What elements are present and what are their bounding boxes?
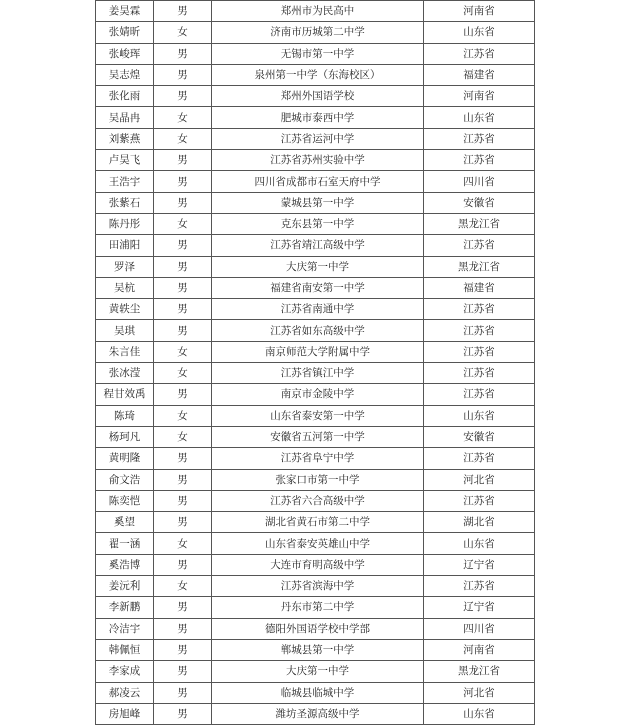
gender-cell: 男 <box>154 1 212 22</box>
table-row <box>96 235 535 256</box>
student-name-cell: 房旭峰 <box>96 703 154 724</box>
school-cell: 江苏省镇江中学 <box>212 363 424 384</box>
school-cell: 南京师范大学附属中学 <box>212 341 424 362</box>
student-name-cell: 姜昊霖 <box>96 1 154 22</box>
province-cell: 河北省 <box>424 469 535 490</box>
province-cell: 湖北省 <box>424 512 535 533</box>
gender-cell: 男 <box>154 554 212 575</box>
school-cell: 山东省泰安英雄山中学 <box>212 533 424 554</box>
province-cell: 河北省 <box>424 682 535 703</box>
table-row <box>96 107 535 128</box>
school-cell: 临城县临城中学 <box>212 682 424 703</box>
school-cell: 江苏省阜宁中学 <box>212 448 424 469</box>
roster-body <box>96 1 535 725</box>
province-cell: 江苏省 <box>424 384 535 405</box>
table-row <box>96 64 535 85</box>
school-cell: 潍坊圣源高级中学 <box>212 703 424 724</box>
province-cell: 安徽省 <box>424 192 535 213</box>
gender-cell: 男 <box>154 682 212 703</box>
school-cell: 泉州第一中学（东海校区） <box>212 64 424 85</box>
table-row <box>96 597 535 618</box>
gender-cell: 男 <box>154 490 212 511</box>
table-row <box>96 576 535 597</box>
province-cell: 黑龙江省 <box>424 256 535 277</box>
school-cell: 江苏省滨海中学 <box>212 576 424 597</box>
province-cell: 山东省 <box>424 405 535 426</box>
school-cell: 江苏省苏州实验中学 <box>212 150 424 171</box>
roster-table <box>95 0 535 725</box>
school-cell: 济南市历城第二中学 <box>212 22 424 43</box>
student-name-cell: 俞文浩 <box>96 469 154 490</box>
student-name-cell: 黄明隆 <box>96 448 154 469</box>
gender-cell: 男 <box>154 448 212 469</box>
school-cell: 大连市育明高级中学 <box>212 554 424 575</box>
student-name-cell: 吴杭 <box>96 277 154 298</box>
school-cell: 丹东市第二中学 <box>212 597 424 618</box>
gender-cell: 男 <box>154 256 212 277</box>
table-row <box>96 512 535 533</box>
gender-cell: 女 <box>154 426 212 447</box>
student-name-cell: 刘紫燕 <box>96 128 154 149</box>
province-cell: 辽宁省 <box>424 597 535 618</box>
province-cell: 辽宁省 <box>424 554 535 575</box>
student-name-cell: 罗泽 <box>96 256 154 277</box>
school-cell: 张家口市第一中学 <box>212 469 424 490</box>
table-row <box>96 363 535 384</box>
school-cell: 郑州外国语学校 <box>212 86 424 107</box>
student-name-cell: 冷洁宇 <box>96 618 154 639</box>
student-name-cell: 奚浩博 <box>96 554 154 575</box>
table-row <box>96 703 535 724</box>
province-cell: 黑龙江省 <box>424 661 535 682</box>
province-cell: 江苏省 <box>424 448 535 469</box>
province-cell: 江苏省 <box>424 235 535 256</box>
table-row <box>96 277 535 298</box>
gender-cell: 男 <box>154 64 212 85</box>
table-row <box>96 128 535 149</box>
table-row <box>96 320 535 341</box>
school-cell: 湖北省黄石市第二中学 <box>212 512 424 533</box>
province-cell: 安徽省 <box>424 426 535 447</box>
table-row <box>96 405 535 426</box>
table-row <box>96 192 535 213</box>
student-name-cell: 吴晶冉 <box>96 107 154 128</box>
gender-cell: 男 <box>154 299 212 320</box>
gender-cell: 女 <box>154 213 212 234</box>
student-name-cell: 张婧昕 <box>96 22 154 43</box>
student-name-cell: 陈丹彤 <box>96 213 154 234</box>
gender-cell: 女 <box>154 576 212 597</box>
gender-cell: 男 <box>154 703 212 724</box>
province-cell: 江苏省 <box>424 363 535 384</box>
student-name-cell: 吴志煌 <box>96 64 154 85</box>
student-name-cell: 翟一涵 <box>96 533 154 554</box>
student-name-cell: 杨珂凡 <box>96 426 154 447</box>
gender-cell: 女 <box>154 22 212 43</box>
school-cell: 郸城县第一中学 <box>212 639 424 660</box>
province-cell: 江苏省 <box>424 320 535 341</box>
gender-cell: 女 <box>154 405 212 426</box>
gender-cell: 男 <box>154 192 212 213</box>
province-cell: 四川省 <box>424 618 535 639</box>
province-cell: 山东省 <box>424 703 535 724</box>
province-cell: 江苏省 <box>424 341 535 362</box>
school-cell: 江苏省靖江高级中学 <box>212 235 424 256</box>
gender-cell: 男 <box>154 618 212 639</box>
province-cell: 江苏省 <box>424 490 535 511</box>
table-row <box>96 86 535 107</box>
gender-cell: 男 <box>154 320 212 341</box>
province-cell: 福建省 <box>424 277 535 298</box>
student-name-cell: 王浩宇 <box>96 171 154 192</box>
student-name-cell: 张峻珲 <box>96 43 154 64</box>
student-name-cell: 陈琦 <box>96 405 154 426</box>
province-cell: 江苏省 <box>424 150 535 171</box>
school-cell: 德阳外国语学校中学部 <box>212 618 424 639</box>
school-cell: 福建省南安第一中学 <box>212 277 424 298</box>
table-row <box>96 43 535 64</box>
student-name-cell: 张化雨 <box>96 86 154 107</box>
school-cell: 大庆第一中学 <box>212 256 424 277</box>
gender-cell: 女 <box>154 107 212 128</box>
table-row <box>96 256 535 277</box>
table-row <box>96 22 535 43</box>
school-cell: 蒙城县第一中学 <box>212 192 424 213</box>
province-cell: 江苏省 <box>424 576 535 597</box>
student-name-cell: 田浦阳 <box>96 235 154 256</box>
gender-cell: 男 <box>154 171 212 192</box>
student-name-cell: 李新鹏 <box>96 597 154 618</box>
table-row <box>96 299 535 320</box>
table-row <box>96 618 535 639</box>
gender-cell: 女 <box>154 533 212 554</box>
roster-sheet <box>95 0 534 725</box>
gender-cell: 女 <box>154 363 212 384</box>
student-name-cell: 韩佩恒 <box>96 639 154 660</box>
table-row <box>96 426 535 447</box>
province-cell: 山东省 <box>424 107 535 128</box>
gender-cell: 男 <box>154 469 212 490</box>
province-cell: 江苏省 <box>424 43 535 64</box>
table-row <box>96 150 535 171</box>
school-cell: 肥城市泰西中学 <box>212 107 424 128</box>
student-name-cell: 李家成 <box>96 661 154 682</box>
student-name-cell: 黄轶尘 <box>96 299 154 320</box>
school-cell: 江苏省南通中学 <box>212 299 424 320</box>
gender-cell: 男 <box>154 150 212 171</box>
province-cell: 山东省 <box>424 533 535 554</box>
gender-cell: 男 <box>154 235 212 256</box>
school-cell: 安徽省五河第一中学 <box>212 426 424 447</box>
table-row <box>96 554 535 575</box>
province-cell: 河南省 <box>424 639 535 660</box>
table-row <box>96 469 535 490</box>
province-cell: 福建省 <box>424 64 535 85</box>
school-cell: 南京市金陵中学 <box>212 384 424 405</box>
school-cell: 江苏省如东高级中学 <box>212 320 424 341</box>
province-cell: 江苏省 <box>424 299 535 320</box>
table-row <box>96 490 535 511</box>
student-name-cell: 程甘效禹 <box>96 384 154 405</box>
school-cell: 山东省泰安第一中学 <box>212 405 424 426</box>
student-name-cell: 张紫石 <box>96 192 154 213</box>
school-cell: 郑州市为民高中 <box>212 1 424 22</box>
gender-cell: 男 <box>154 277 212 298</box>
province-cell: 江苏省 <box>424 128 535 149</box>
gender-cell: 男 <box>154 639 212 660</box>
student-name-cell: 陈奕恺 <box>96 490 154 511</box>
province-cell: 河南省 <box>424 86 535 107</box>
school-cell: 四川省成都市石室天府中学 <box>212 171 424 192</box>
table-row <box>96 639 535 660</box>
student-name-cell: 卢昊飞 <box>96 150 154 171</box>
school-cell: 无锡市第一中学 <box>212 43 424 64</box>
gender-cell: 男 <box>154 661 212 682</box>
school-cell: 江苏省六合高级中学 <box>212 490 424 511</box>
province-cell: 山东省 <box>424 22 535 43</box>
gender-cell: 女 <box>154 128 212 149</box>
gender-cell: 男 <box>154 43 212 64</box>
table-row <box>96 682 535 703</box>
gender-cell: 女 <box>154 341 212 362</box>
student-name-cell: 朱言佳 <box>96 341 154 362</box>
school-cell: 大庆第一中学 <box>212 661 424 682</box>
province-cell: 河南省 <box>424 1 535 22</box>
table-row <box>96 533 535 554</box>
table-row <box>96 661 535 682</box>
student-name-cell: 奚望 <box>96 512 154 533</box>
gender-cell: 男 <box>154 512 212 533</box>
table-row <box>96 171 535 192</box>
student-name-cell: 郝凌云 <box>96 682 154 703</box>
table-row <box>96 384 535 405</box>
school-cell: 江苏省运河中学 <box>212 128 424 149</box>
school-cell: 克东县第一中学 <box>212 213 424 234</box>
gender-cell: 男 <box>154 597 212 618</box>
table-row <box>96 448 535 469</box>
table-row <box>96 341 535 362</box>
student-name-cell: 吴琪 <box>96 320 154 341</box>
student-name-cell: 姜沅利 <box>96 576 154 597</box>
gender-cell: 男 <box>154 86 212 107</box>
table-row <box>96 213 535 234</box>
student-name-cell: 张冰滢 <box>96 363 154 384</box>
table-row <box>96 1 535 22</box>
province-cell: 四川省 <box>424 171 535 192</box>
gender-cell: 男 <box>154 384 212 405</box>
province-cell: 黑龙江省 <box>424 213 535 234</box>
